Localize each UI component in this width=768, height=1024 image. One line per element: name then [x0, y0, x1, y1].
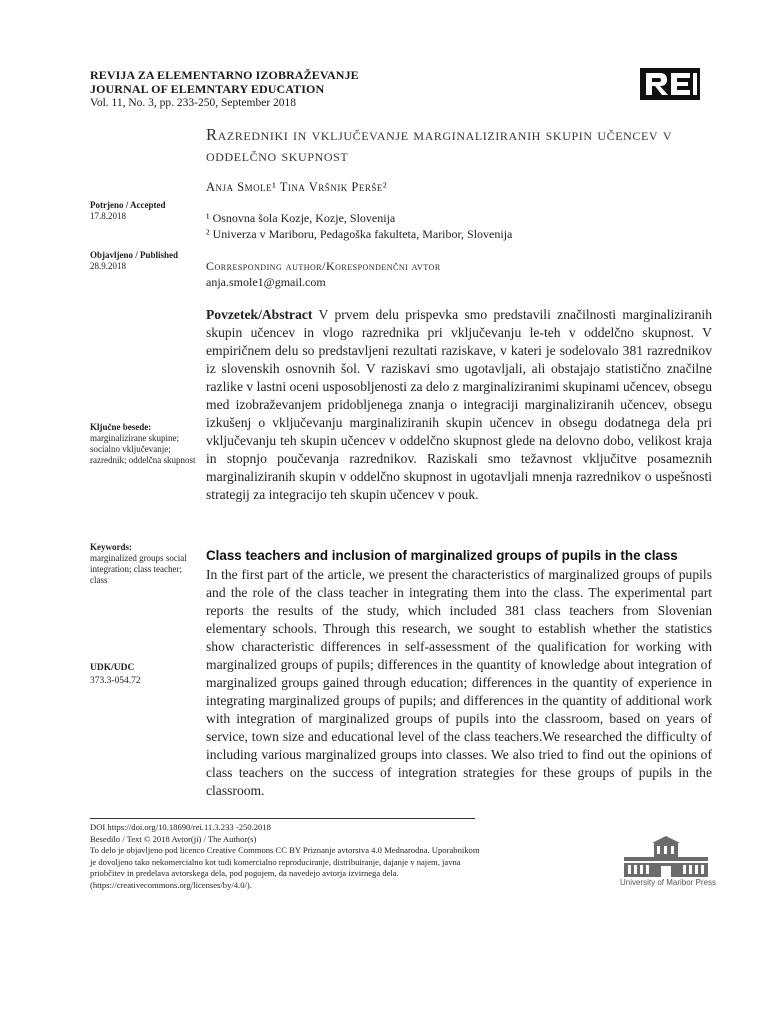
udk-label: UDK/UDC — [90, 663, 135, 673]
journal-name-sl: REVIJA ZA ELEMENTARNO IZOBRAŽEVANJE — [90, 68, 359, 82]
footer-doi[interactable]: DOI https://doi.org/10.18690/rei.11.3.233 -250.2018 — [90, 822, 271, 832]
article-title: Razredniki in vključevanje marginaliziranih skupin učencev v oddelčno skupnost — [206, 125, 673, 165]
footer-license-url[interactable]: (https://creativecommons.org/licenses/by/4.0/). — [90, 879, 252, 890]
keywords-sl-list: marginalizirane skupine; socialno vključevanje; razrednik; oddelčna skupnost — [90, 433, 196, 465]
affiliation-2: ² Univerza v Mariboru, Pedagoška fakulteta, Maribor, Slovenija — [206, 227, 513, 241]
accepted-date: 17.8.2018 — [90, 211, 126, 221]
udk-value: 373.3-054.72 — [90, 676, 141, 686]
published-date: 28.9.2018 — [90, 261, 126, 271]
keywords-sl-label: Ključne besede: — [90, 422, 152, 432]
keywords-en-block — [90, 542, 198, 586]
abstract-sl-text: V prvem delu prispevka smo predstavili značilnosti marginaliziranih skupin učencev in vlogo razrednika pri vključevanju le-teh v oddelčno skupnost. V empiričnem delu so predstavljeni rezultati raziskave, v kateri je sodelovalo 381 razrednikov iz slovenskih osnovnih šol. V raziskavi smo ugotavljali, ali obstajajo statistično značilne razlike v lastni oceni usposobljenosti za delo z marginaliziranimi skupinami učencev, obsegu med izobraževanjem pridobljenega znanja o integraciji marginaliziranih učencev, obsegu izkušenj o vključevanju marginaliziranih skupin učencev in obsegu dodatnega dela pri vključevanju teh skupin učencev v oddelčno skupnost glede na delovno dobo, velikost kraja in stopnjo poučevanja razrednikov. Raziskali smo težavnost vključitve posameznih marginaliziranih skupin v oddelčno skupnost in ugotavljali mnenja razrednikov o uspešnosti strategij za integracijo teh skupin učencev v pouk. — [206, 307, 712, 502]
udk-block — [90, 662, 198, 688]
journal-name-en: JOURNAL OF ELEMNTARY EDUCATION — [90, 82, 325, 96]
footer-copyright: Besedilo / Text © 2018 Avtor(ji) / The Author(s) — [90, 833, 257, 844]
abstract-lead: Povzetek/Abstract — [206, 307, 313, 322]
keywords-en-list: marginalized groups social integration; class teacher; class — [90, 553, 187, 585]
abstract-en-text: In the first part of the article, we present the characteristics of marginalized groups of pupils and the role of the class teacher in integrating them into the class. The experimental part reports the results of the study, which included 381 class teachers from Slovenian elementary schools. Through this research, we sought to establish whether the statistics show characteristic differences in self-assessment of the qualification for working with marginalized groups of pupils; differences in the quantity of knowledge about integration of marginalized groups gained through education; differences in the quantity of experience in integrating marginalized groups of pupils; and differences in the quantity of additional work with integration of marginalized groups of pupils into the classroom, based on years of service, town size and educational level of the class teachers.We researched the difficulty of including various marginalized groups into classes. We also tried to find out the opinions of class teachers on the success of integration strategies for these groups of pupils in the classroom. — [206, 567, 712, 798]
abstract-en-title: Class teachers and inclusion of marginalized groups of pupils in the class — [206, 548, 678, 563]
journal-volume: Vol. 11, No. 3, pp. 233-250, September 2018 — [90, 97, 297, 109]
published-label: Objavljeno / Published — [90, 250, 179, 260]
rei-logo-icon — [640, 68, 700, 100]
published-block — [90, 250, 198, 272]
affiliations — [206, 210, 512, 242]
corresponding-heading: Corresponding author/Korespondenčni avtor — [206, 259, 441, 273]
accepted-label: Potrjeno / Accepted — [90, 200, 166, 210]
corresponding-author — [206, 258, 441, 290]
accepted-block — [90, 200, 198, 222]
press-name: University of Maribor Press — [619, 878, 717, 887]
abstract-sl — [206, 306, 712, 504]
footer — [90, 822, 480, 892]
journal-header — [90, 68, 550, 110]
keywords-sl-block — [90, 422, 198, 466]
keywords-en-label: Keywords: — [90, 542, 132, 552]
article-authors: Anja Smole¹ Tina Vršnik Perše² — [206, 180, 388, 194]
footer-divider — [90, 818, 475, 819]
affiliation-1: ¹ Osnovna šola Kozje, Kozje, Slovenija — [206, 211, 396, 225]
corresponding-email[interactable]: anja.smole1@gmail.com — [206, 275, 326, 289]
footer-license: To delo je objavljeno pod licenco Creative Commons CC BY Priznanje avtorstva 4.0 Mednarodna. Uporabnikom je dovoljeno tako nekomercialno kot tudi komercialno reproduciranje, distribuiranje, dajanje v najem, javna priobčitev in predelava avtorskega dela, pod pogojem, da navedejo avtorja izvirnega dela. — [90, 845, 480, 879]
